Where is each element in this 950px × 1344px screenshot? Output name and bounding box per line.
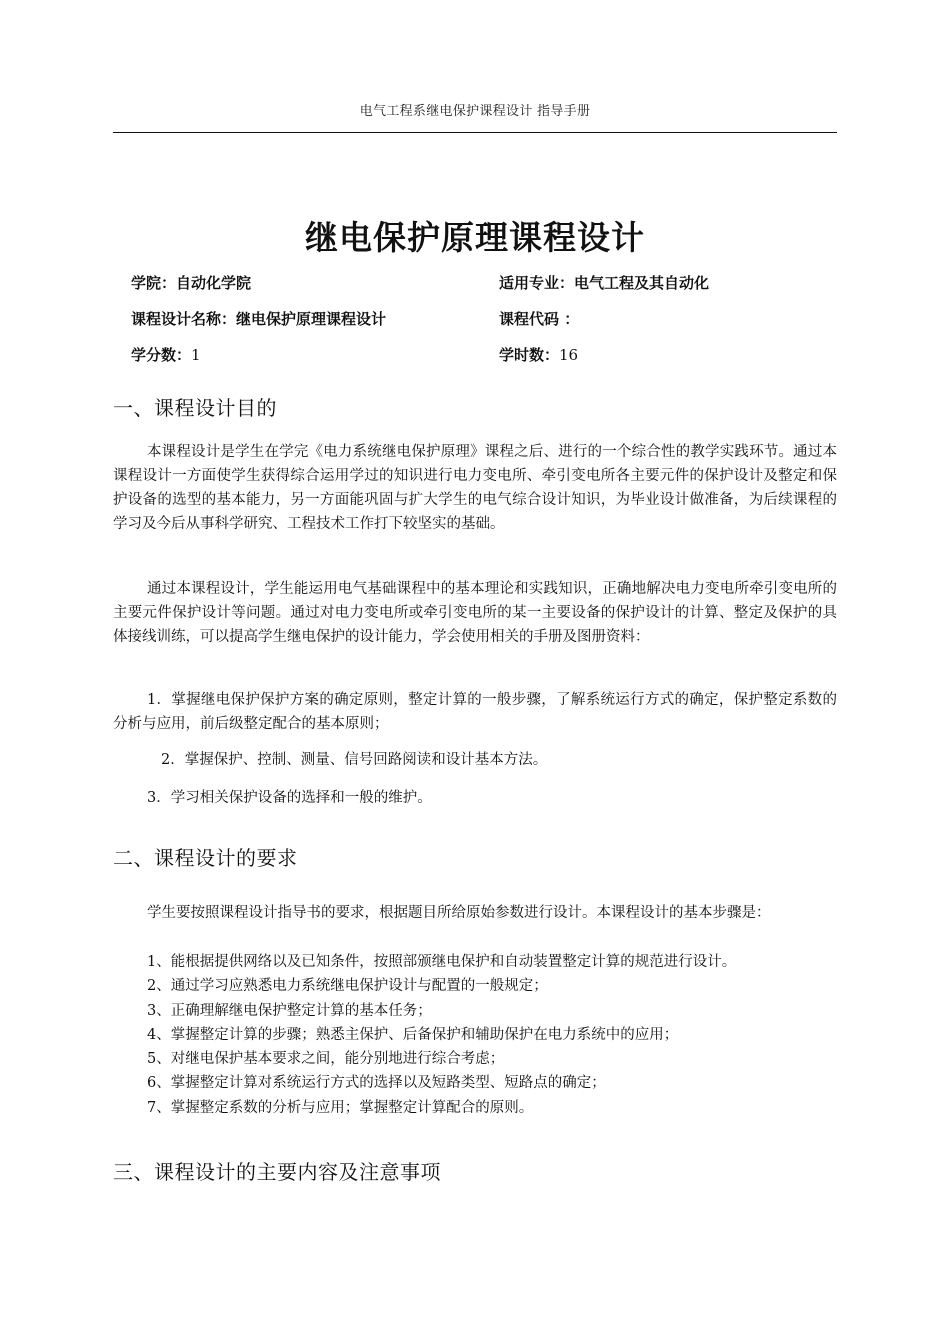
hours-label: 学时数： xyxy=(499,346,560,364)
list-item: 6、掌握整定计算对系统运行方式的选择以及短路类型、短路点的确定； xyxy=(147,1075,606,1092)
credits-label: 学分数： xyxy=(131,346,192,364)
list-item: 4、掌握整定计算的步骤；熟悉主保护、后备保护和辅助保护在电力系统中的应用； xyxy=(147,1026,679,1043)
course-code-label: 课程代码 ： xyxy=(499,310,580,328)
course-info-row xyxy=(131,272,837,308)
purpose-paragraph-1: 本课程设计是学生在学完《电力系统继电保护原理》课程之后、进行的一个综合性的教学实践环节。通过本课程设计一方面使学生获得综合运用学过的知识进行电力变电所、牵引变电所各主要元件的保护设计及整定和保护设备的选型的基本能力，另一方面能巩固与扩大学生的电气综合设计知识，为毕业设计做准备，为后续课程的学习及今后从事科学研究、工程技术工作打下较坚实的基础。 xyxy=(113,444,837,532)
credits-field xyxy=(131,344,201,365)
list-item: 3、正确理解继电保护整定计算的基本任务； xyxy=(147,1002,432,1019)
running-header: 电气工程系继电保护课程设计 指导手册 xyxy=(359,104,591,119)
requirements-list xyxy=(147,950,837,1120)
hours-field xyxy=(499,344,578,365)
course-name-label: 课程设计名称： xyxy=(131,310,237,328)
major-value: 电气工程及其自动化 xyxy=(574,274,710,292)
document-title: 继电保护原理课程设计 xyxy=(305,218,645,257)
list-item: 2、通过学习应熟悉电力系统继电保护设计与配置的一般规定； xyxy=(147,978,548,995)
section-heading-content: 三、课程设计的主要内容及注意事项 xyxy=(113,1160,441,1184)
course-info-grid xyxy=(131,272,837,380)
purpose-item-1: 1．掌握继电保护保护方案的确定原则，整定计算的一般步骤，了解系统运行方式的确定，保护整定系数的分析与应用，前后级整定配合的基本原则； xyxy=(113,692,837,732)
course-info-row xyxy=(131,344,837,380)
course-name-value: 继电保护原理课程设计 xyxy=(236,310,387,328)
purpose-item-2: 2．掌握保护、控制、测量、信号回路阅读和设计基本方法。 xyxy=(161,752,548,768)
list-item: 1、能根据提供网络以及已知条件，按照部颁继电保护和自动装置整定计算的规范进行设计。 xyxy=(147,954,737,970)
header-rule xyxy=(113,132,837,133)
major-label: 适用专业： xyxy=(499,274,575,292)
college-field xyxy=(131,272,251,293)
course-name-field xyxy=(131,308,386,329)
hours-value: 16 xyxy=(559,346,579,364)
college-label: 学院： xyxy=(131,274,177,292)
purpose-paragraph-2: 通过本课程设计，学生能运用电气基础课程中的基本理论和实践知识，正确地解决电力变电所牵引变电所的主要元件保护设计等问题。通过对电力变电所或牵引变电所的某一主要设备的保护设计的计算、整定及保护的具体接线训练，可以提高学生继电保护的设计能力，学会使用相关的手册及图册资料： xyxy=(113,581,837,645)
list-item: 7、掌握整定系数的分析与应用；掌握整定计算配合的原则。 xyxy=(147,1099,534,1116)
college-value: 自动化学院 xyxy=(176,274,252,292)
course-info-row xyxy=(131,308,837,344)
purpose-item-3: 3．学习相关保护设备的选择和一般的维护。 xyxy=(147,790,432,806)
credits-value: 1 xyxy=(191,346,201,364)
course-code-field xyxy=(499,308,579,329)
requirements-intro: 学生要按照课程设计指导书的要求，根据题目所给原始参数进行设计。本课程设计的基本步骤是： xyxy=(147,905,771,921)
list-item: 5、对继电保护基本要求之间，能分别地进行综合考虑； xyxy=(147,1051,505,1068)
major-field xyxy=(499,272,709,293)
section-heading-requirements: 二、课程设计的要求 xyxy=(113,846,298,870)
section-heading-purpose: 一、课程设计目的 xyxy=(113,396,277,420)
